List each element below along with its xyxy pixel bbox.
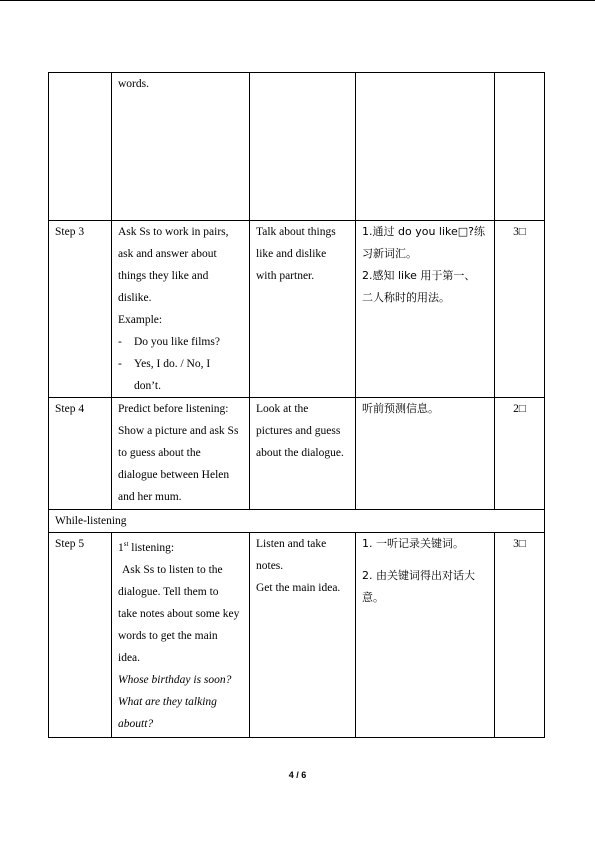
cell-minutes: 3□ bbox=[495, 533, 545, 738]
bullet-continuation: don’t. bbox=[134, 380, 161, 392]
text-line: Predict before listening: bbox=[118, 403, 229, 415]
cell-purpose bbox=[356, 221, 495, 398]
text-line: 1. 一听记录关键词。 bbox=[362, 537, 464, 550]
cell-student-activity bbox=[250, 533, 356, 738]
table-row-step-5 bbox=[49, 533, 545, 738]
text-line: 2.感知 like 用于第一、 bbox=[362, 269, 476, 282]
cell-step-label: Step 4 bbox=[49, 398, 112, 510]
text-line: dislike. bbox=[118, 292, 152, 304]
text-line: take notes about some key bbox=[118, 607, 240, 620]
cell-student-empty bbox=[250, 73, 356, 221]
cell-minutes: 3□ bbox=[495, 221, 545, 398]
cell-step-label: Step 5 bbox=[49, 533, 112, 738]
bullet-item: - Do you like films? bbox=[118, 336, 220, 348]
question-line: aboutt? bbox=[118, 717, 154, 730]
text-line: to guess about the bbox=[118, 447, 201, 459]
cell-step-empty bbox=[49, 73, 112, 221]
text-line: notes. bbox=[256, 560, 284, 572]
text-line: 1.通过 do you like□?练 bbox=[362, 225, 485, 238]
cell-minutes-empty bbox=[495, 73, 545, 221]
text-line: like and dislike bbox=[256, 248, 327, 260]
listening-heading: 1st listening: bbox=[118, 540, 175, 554]
text-line: Talk about things bbox=[256, 226, 336, 238]
text-line: 意。 bbox=[362, 591, 384, 604]
phase-label: While-listening bbox=[49, 510, 545, 533]
text-line: Ask Ss to listen to the bbox=[122, 563, 223, 576]
text-line: words to get the main bbox=[118, 629, 218, 642]
cell-teacher-activity bbox=[112, 533, 250, 738]
question-line: What are they talking bbox=[118, 695, 217, 708]
text-line: Example: bbox=[118, 314, 163, 326]
table-row-continuation bbox=[49, 73, 545, 221]
text-line: pictures and guess bbox=[256, 425, 341, 437]
cell-purpose-empty bbox=[356, 73, 495, 221]
text-line: 二人称时的用法。 bbox=[362, 291, 450, 304]
text-line: things they like and bbox=[118, 270, 209, 282]
cell-student-activity bbox=[250, 398, 356, 510]
text-line: Show a picture and ask Ss bbox=[118, 425, 239, 437]
text-line: idea. bbox=[118, 651, 141, 664]
page-top-rule bbox=[0, 0, 595, 1]
text-line: ask and answer about bbox=[118, 248, 217, 260]
cell-step-label: Step 3 bbox=[49, 221, 112, 398]
text-line: dialogue. Tell them to bbox=[118, 585, 219, 598]
cell-minutes: 2□ bbox=[495, 398, 545, 510]
text-line: Listen and take bbox=[256, 538, 327, 550]
text-line: Get the main idea. bbox=[256, 582, 341, 594]
activity-text: words. bbox=[118, 78, 149, 90]
table-row-phase bbox=[49, 510, 545, 533]
text-line: 听前预测信息。 bbox=[362, 402, 439, 415]
question-line: Whose birthday is soon? bbox=[118, 673, 232, 686]
table-row-step-3 bbox=[49, 221, 545, 398]
text-line: 习新词汇。 bbox=[362, 247, 417, 260]
bullet-item: - Yes, I do. / No, I bbox=[118, 358, 211, 370]
cell-teacher-activity bbox=[112, 398, 250, 510]
spacer bbox=[362, 555, 488, 565]
cell-purpose bbox=[356, 533, 495, 738]
text-line: Look at the bbox=[256, 403, 309, 415]
cell-teacher-activity bbox=[112, 73, 250, 221]
text-line: with partner. bbox=[256, 270, 315, 282]
cell-student-activity bbox=[250, 221, 356, 398]
page-number: 4 / 6 bbox=[288, 770, 307, 780]
text-line: about the dialogue. bbox=[256, 447, 344, 459]
text-line: dialogue between Helen bbox=[118, 469, 230, 481]
text-line: Ask Ss to work in pairs, bbox=[118, 226, 229, 238]
text-line: and her mum. bbox=[118, 491, 182, 503]
cell-teacher-activity bbox=[112, 221, 250, 398]
cell-purpose bbox=[356, 398, 495, 510]
table-row-step-4 bbox=[49, 398, 545, 510]
text-line: 2. 由关键词得出对话大 bbox=[362, 569, 475, 582]
lesson-plan-table bbox=[48, 72, 545, 738]
